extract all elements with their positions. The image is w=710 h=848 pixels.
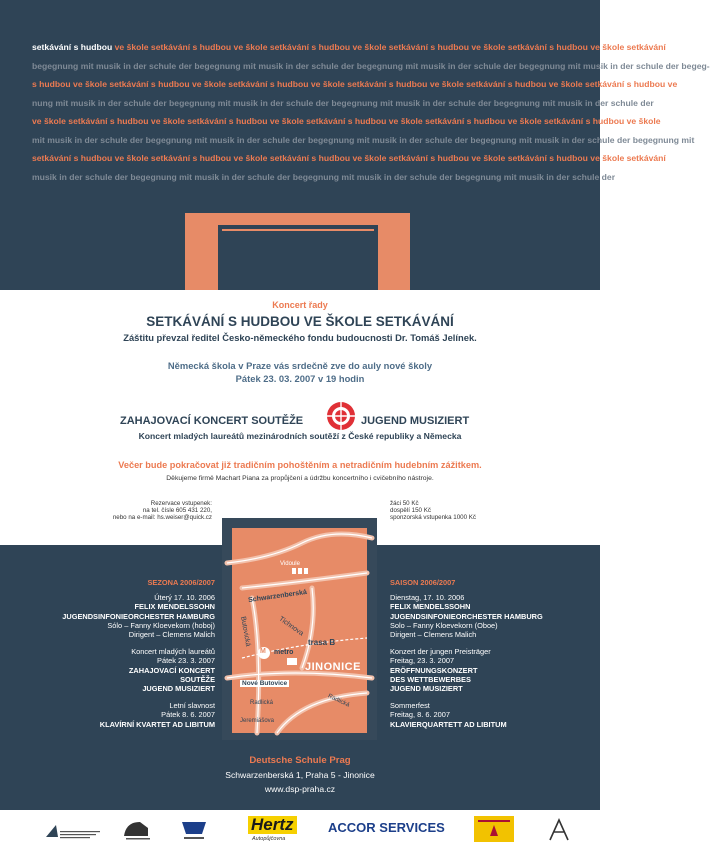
- repeated-text-segment: s hudbou ve škole setkávání s hudbou ve škole setkávání s hudbou ve škole setkávání s hudbou ve škole setkávání s hudbou ve škole setkávání s hudbou ve: [32, 79, 678, 89]
- map-label: Schwarzenberská: [247, 588, 308, 605]
- map-label: trasa B: [308, 638, 336, 647]
- building-ledge: [222, 229, 374, 231]
- repeated-text-segment: ve škole setkávání s hudbou ve škole setkávání s hudbou ve škole setkávání s hudbou ve škole setkávání s hudbou ve škole setkávání: [114, 42, 666, 52]
- event-title: FELIX MENDELSSOHN: [134, 602, 215, 612]
- event-subtitle: Sommerfest: [390, 701, 430, 711]
- piano-logo-icon: [120, 818, 156, 842]
- price-line: žáci 50 Kč: [390, 500, 419, 507]
- jugend-musiziert-logo-icon: [326, 401, 356, 431]
- hertz-logo: Hertz: [248, 816, 297, 834]
- event-subtitle: Letní slavnost: [169, 701, 215, 711]
- event-title: JUGENDSINFONIEORCHESTER HAMBURG: [62, 611, 215, 621]
- repeated-text-line: [0, 79, 678, 89]
- repeated-text-line: [0, 116, 661, 126]
- invite-line-1: Německá škola v Praze vás srdečně zve do auly nové školy: [167, 360, 433, 371]
- map-label: metro: [274, 649, 294, 656]
- event-title: ERÖFFNUNGSKONZERT: [390, 665, 478, 675]
- event-title: JUGEND MUSIZIERT: [390, 684, 463, 694]
- reservation-info: [100, 500, 212, 522]
- event-date: Freitag, 23. 3. 2007: [390, 656, 455, 666]
- event-title: FELIX MENDELSSOHN: [390, 602, 471, 612]
- repeated-text-segment: begegnung mit musik: [617, 171, 707, 182]
- reservation-email[interactable]: nebo na e-mail: hs.weiser@quick.cz: [112, 514, 212, 522]
- event-date: Pátek 23. 3. 2007: [157, 656, 215, 666]
- hertz-subtitle: Autopůjčovna: [252, 836, 286, 842]
- repeated-text-line: [0, 97, 654, 108]
- event-title: DES WETTBEWERBES: [390, 674, 471, 684]
- patronage: Záštitu převzal ředitel Česko-německého fondu budoucnosti Dr. Tomáš Jelínek.: [123, 332, 477, 343]
- repeated-text-line: [0, 171, 707, 182]
- ag-logo-icon: [548, 818, 570, 842]
- evening-note: Večer bude pokračovat již tradičním pohoštěním a netradičním hudebním zážitkem.: [118, 460, 482, 470]
- repeated-text-line: [0, 153, 666, 163]
- opening-title-right: JUGEND MUSIZIERT: [361, 415, 470, 427]
- map-label: Jeremiášova: [240, 718, 275, 724]
- event-title: JUGEND MUSIZIERT: [142, 684, 215, 694]
- event-subtitle: Konzert der jungen Preisträger: [390, 647, 491, 657]
- concert-title: SETKÁVÁNÍ S HUDBOU VE ŠKOLE SETKÁVÁNÍ: [146, 314, 454, 329]
- repeated-text-segment: nung mit musik in der schule der begegnung mit musik in der schule der begegnung mit musik in der schule der begegnung mit musik in der schule der: [32, 97, 654, 108]
- invite-line-2: Pátek 23. 03. 2007 v 19 hodin: [235, 373, 365, 384]
- building-window: [266, 232, 296, 274]
- event-date: Úterý 17. 10. 2006: [154, 593, 215, 603]
- repeated-text-segment: ve škole setkávání s hudbou ve škole setkávání s hudbou ve škole setkávání s hudbou ve škole setkávání s hudbou ve škole setkávání s hudbou ve škole: [32, 116, 661, 126]
- repeated-text-line: [0, 60, 710, 71]
- opening-subtitle: Koncert mladých laureátů mezinárodních soutěží z České republiky a Německa: [138, 431, 462, 441]
- map-area: [232, 528, 367, 733]
- repeated-text-segment: begegnung mit musik in der schule der begegnung mit musik in der schule der begegnung mit musik in der schule der begegnung mit musik in der schule der begeg-: [32, 60, 710, 71]
- event-title: KLAVIERQUARTETT AD LIBITUM: [390, 719, 507, 729]
- map-label: Vidoule: [280, 561, 300, 567]
- sponsor-logos: [0, 810, 600, 848]
- school-address: Schwarzenberská 1, Praha 5 - Jinonice: [225, 770, 375, 780]
- building-window: [301, 232, 331, 274]
- event-detail: Solo – Fanny Kloevekorn (Oboe): [390, 620, 498, 630]
- top-banner: [0, 0, 710, 290]
- map-label: Nové Butovice: [242, 680, 288, 687]
- season-heading: SAISON 2006/2007: [390, 578, 456, 587]
- festival-logo-icon: [474, 816, 514, 842]
- event-title: KLAVÍRNÍ KVARTET AD LIBITUM: [99, 719, 215, 729]
- thanks-note: Děkujeme firmě Machart Piana za propůjčení a údržbu koncertního i cvičebního nástroje.: [166, 475, 434, 482]
- map-label: Radlická: [326, 693, 351, 709]
- repeated-text-segment: musik in der schule der begegnung mit musik in der schule der begegnung mit musik in der schule der begegnung mit musik in der schule der: [32, 171, 618, 182]
- series-label: Koncert řady: [272, 300, 328, 310]
- repeated-text-line: [0, 42, 666, 52]
- event-date: Freitag, 8. 6. 2007: [390, 710, 450, 720]
- price-line: sponzorská vstupenka 1000 Kč: [390, 514, 476, 522]
- metro-icon: M: [260, 648, 266, 655]
- event-subtitle: Koncert mladých laureátů: [131, 647, 215, 657]
- school-website[interactable]: www.dsp-praha.cz: [264, 784, 336, 794]
- repeated-text-line: [0, 134, 695, 145]
- map-label: Radlická: [250, 700, 274, 706]
- repeated-text-segment: setkávání s hudbou ve škole setkávání s hudbou ve škole setkávání s hudbou ve škole setkávání s hudbou ve škole setkávání s hudbou ve škole setkávání: [32, 153, 666, 163]
- event-detail: Dirigent – Clemens Malich: [128, 630, 215, 640]
- repeated-text-segment: mit musik in der schule der begegnung mit musik in der schule der begegnung mit musik in der schule der begegnung mit musik in der schule der begegnung mit: [32, 134, 695, 145]
- event-title: ZAHAJOVACÍ KONCERT: [128, 665, 215, 675]
- zeiss-logo-icon: [180, 820, 208, 842]
- event-title: SOUTĚŽE: [180, 674, 215, 684]
- season-de: [390, 578, 550, 729]
- ticket-prices: [390, 500, 530, 522]
- fund-logo-icon: [44, 822, 104, 840]
- accor-logo: ACCOR SERVICES: [328, 820, 445, 835]
- repeated-text-segment: setkávání s hudbou: [32, 42, 115, 52]
- map-label: Tichnova: [277, 615, 305, 638]
- building-window: [231, 232, 261, 274]
- school-name: Deutsche Schule Prag: [249, 755, 351, 766]
- map-label: Butovická: [239, 615, 252, 648]
- event-detail: Sólo – Fanny Kloevekorn (hoboj): [107, 620, 215, 630]
- event-date: Dienstag, 17. 10. 2006: [390, 593, 465, 603]
- location-map: [222, 518, 377, 740]
- event-title: JUGENDSINFONIEORCHESTER HAMBURG: [390, 611, 543, 621]
- season-heading: SEZONA 2006/2007: [147, 578, 215, 587]
- reservation-line: Rezervace vstupenek:: [150, 500, 212, 507]
- opening-title-left: ZAHAJOVACÍ KONCERT SOUTĚŽE: [120, 415, 304, 427]
- map-label: JINONICE: [305, 661, 361, 673]
- price-line: dospělí 150 Kč: [390, 507, 431, 515]
- season-cz: [60, 578, 215, 729]
- event-detail: Dirigent – Clemens Malich: [390, 630, 477, 640]
- building-window: [336, 232, 366, 274]
- event-date: Pátek 8. 6. 2007: [161, 710, 215, 720]
- reservation-line: na tel. čísle 605 431 220,: [142, 507, 212, 515]
